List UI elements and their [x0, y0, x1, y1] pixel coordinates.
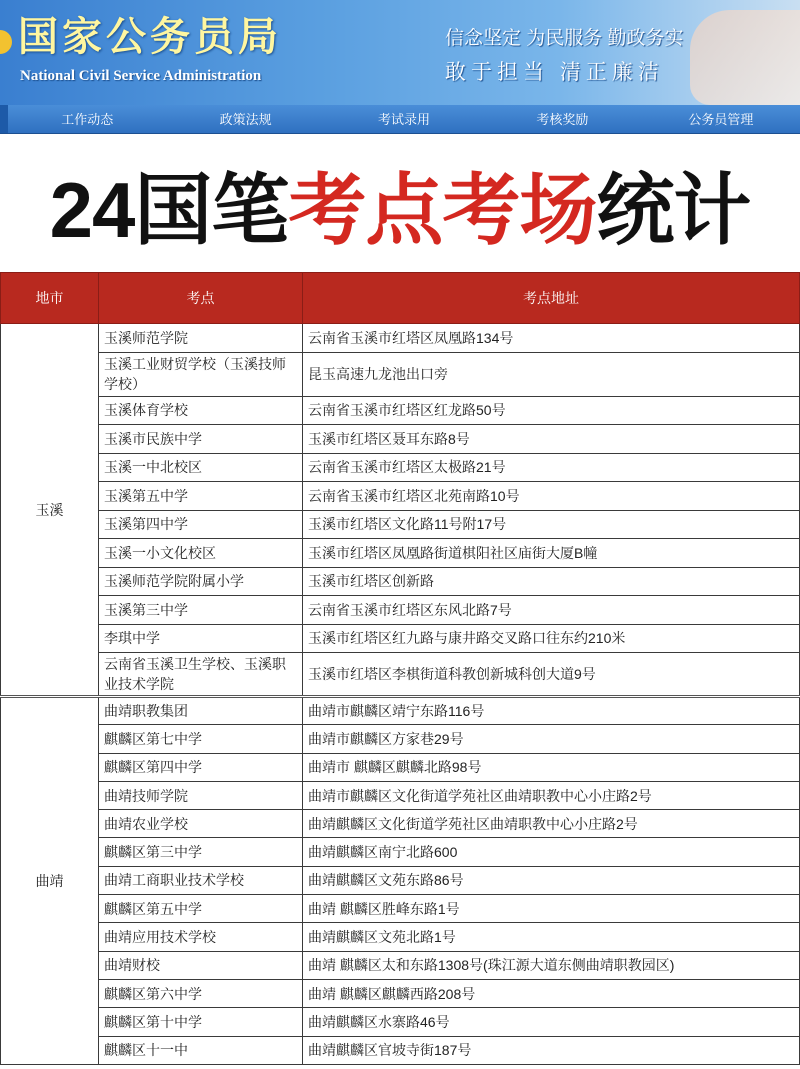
- title-part-2: 考点考场: [288, 166, 597, 254]
- site-banner: [0, 0, 800, 105]
- table-row: [1, 951, 800, 979]
- site-cell: 麒麟区第四中学: [99, 753, 303, 781]
- site-cell: 李琪中学: [99, 624, 303, 653]
- site-cell: 玉溪一中北校区: [99, 453, 303, 482]
- address-cell: 昆玉高速九龙池出口旁: [303, 352, 800, 396]
- title-part-1: 24国笔: [49, 166, 289, 254]
- address-cell: 玉溪市红塔区凤凰路街道棋阳社区庙街大厦B幢: [303, 539, 800, 568]
- header-city: 地市: [1, 273, 99, 324]
- table-row: [1, 753, 800, 781]
- table-row: [1, 453, 800, 482]
- address-cell: 曲靖麒麟区水寨路46号: [303, 1008, 800, 1036]
- address-cell: 曲靖麒麟区文苑东路86号: [303, 866, 800, 894]
- table-row: [1, 624, 800, 653]
- site-cell: 玉溪体育学校: [99, 396, 303, 425]
- site-cell: 玉溪一小文化校区: [99, 539, 303, 568]
- site-cell: 曲靖工商职业技术学校: [99, 866, 303, 894]
- site-title-en: National Civil Service Administration: [20, 68, 262, 84]
- table-row: [1, 1008, 800, 1036]
- site-cell: 玉溪师范学院附属小学: [99, 567, 303, 596]
- table-row: [1, 838, 800, 866]
- address-cell: 云南省玉溪市红塔区凤凰路134号: [303, 324, 800, 353]
- table-row: [1, 539, 800, 568]
- site-cell: 曲靖技师学院: [99, 781, 303, 809]
- address-cell: 曲靖 麒麟区太和东路1308号(珠江源大道东侧曲靖职教园区): [303, 951, 800, 979]
- table-row: [1, 1036, 800, 1064]
- slogan-1: 信念坚定 为民服务 勤政务实: [445, 28, 684, 49]
- address-cell: 曲靖市麒麟区方家巷29号: [303, 725, 800, 753]
- address-cell: 云南省玉溪市红塔区东风北路7号: [303, 596, 800, 625]
- site-cell: 曲靖农业学校: [99, 810, 303, 838]
- address-cell: 曲靖市麒麟区靖宁东路116号: [303, 697, 800, 725]
- address-cell: 曲靖麒麟区南宁北路600: [303, 838, 800, 866]
- nav-edge: [0, 105, 8, 133]
- site-cell: 玉溪第三中学: [99, 596, 303, 625]
- site-cell: 曲靖财校: [99, 951, 303, 979]
- address-cell: 曲靖市 麒麟区麒麟北路98号: [303, 753, 800, 781]
- city-cell: 曲靖: [1, 697, 99, 1065]
- site-cell: 麒麟区第七中学: [99, 725, 303, 753]
- table-row: [1, 352, 800, 396]
- header-address: 考点地址: [303, 273, 800, 324]
- address-cell: 云南省玉溪市红塔区太极路21号: [303, 453, 800, 482]
- emblem-icon: [0, 30, 12, 54]
- exam-site-table: [0, 272, 800, 1065]
- table-row: [1, 596, 800, 625]
- table-row: [1, 810, 800, 838]
- table-row: [1, 425, 800, 454]
- table-row: [1, 324, 800, 353]
- site-cell: 玉溪第四中学: [99, 510, 303, 539]
- address-cell: 玉溪市红塔区创新路: [303, 567, 800, 596]
- city-cell: 玉溪: [1, 324, 99, 697]
- site-cell: 麒麟区第十中学: [99, 1008, 303, 1036]
- address-cell: 曲靖市麒麟区文化街道学苑社区曲靖职教中心小庄路2号: [303, 781, 800, 809]
- address-cell: 曲靖麒麟区文化街道学苑社区曲靖职教中心小庄路2号: [303, 810, 800, 838]
- address-cell: 曲靖 麒麟区麒麟西路208号: [303, 979, 800, 1007]
- address-cell: 玉溪市红塔区文化路11号附17号: [303, 510, 800, 539]
- table-row: [1, 866, 800, 894]
- address-cell: 曲靖 麒麟区胜峰东路1号: [303, 895, 800, 923]
- table-header: [1, 273, 800, 324]
- site-cell: 云南省玉溪卫生学校、玉溪职业技术学院: [99, 653, 303, 697]
- site-cell: 曲靖应用技术学校: [99, 923, 303, 951]
- table-row: [1, 653, 800, 697]
- nav-item-management[interactable]: 公务员管理: [688, 112, 754, 127]
- nav-item-work-news[interactable]: 工作动态: [61, 112, 114, 127]
- address-cell: 曲靖麒麟区官坡寺街187号: [303, 1036, 800, 1064]
- table-row: [1, 697, 800, 725]
- table-row: [1, 895, 800, 923]
- table-row: [1, 725, 800, 753]
- nav-item-assessment[interactable]: 考核奖励: [536, 112, 589, 127]
- site-cell: 玉溪第五中学: [99, 482, 303, 511]
- table-row: [1, 781, 800, 809]
- title-part-3: 统计: [596, 166, 751, 254]
- site-cell: 玉溪师范学院: [99, 324, 303, 353]
- site-cell: 玉溪工业财贸学校（玉溪技师学校）: [99, 352, 303, 396]
- site-cell: 麒麟区十一中: [99, 1036, 303, 1064]
- site-cell: 曲靖职教集团: [99, 697, 303, 725]
- site-cell: 玉溪市民族中学: [99, 425, 303, 454]
- table-row: [1, 923, 800, 951]
- site-title-cn: 国家公务员局: [18, 14, 282, 59]
- address-cell: 玉溪市红塔区聂耳东路8号: [303, 425, 800, 454]
- table-row: [1, 979, 800, 1007]
- address-cell: 玉溪市红塔区红九路与康井路交叉路口往东约210米: [303, 624, 800, 653]
- address-cell: 云南省玉溪市红塔区北苑南路10号: [303, 482, 800, 511]
- address-cell: 曲靖麒麟区文苑北路1号: [303, 923, 800, 951]
- nav-item-policy[interactable]: 政策法规: [219, 112, 272, 127]
- table-row: [1, 567, 800, 596]
- slogan-2: 敢于担当 清正廉洁: [445, 61, 664, 84]
- nav-item-exam[interactable]: 考试录用: [378, 112, 431, 127]
- header-site: 考点: [99, 273, 303, 324]
- main-nav: [0, 105, 800, 134]
- address-cell: 玉溪市红塔区李棋街道科教创新城科创大道9号: [303, 653, 800, 697]
- site-cell: 麒麟区第六中学: [99, 979, 303, 1007]
- site-cell: 麒麟区第五中学: [99, 895, 303, 923]
- table-row: [1, 482, 800, 511]
- site-cell: 麒麟区第三中学: [99, 838, 303, 866]
- table-row: [1, 396, 800, 425]
- page-title: [0, 160, 800, 260]
- table-row: [1, 510, 800, 539]
- banner-photo: [690, 10, 800, 105]
- address-cell: 云南省玉溪市红塔区红龙路50号: [303, 396, 800, 425]
